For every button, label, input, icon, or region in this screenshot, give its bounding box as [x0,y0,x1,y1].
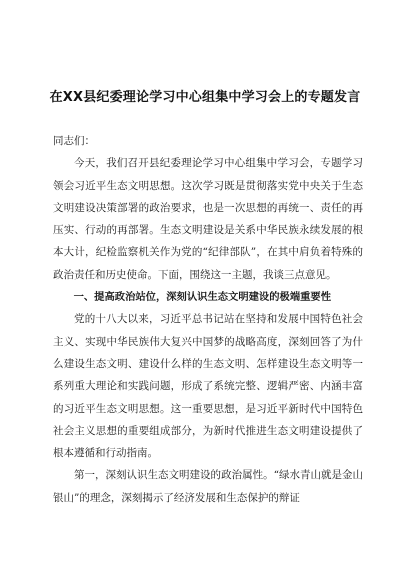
document-title: 在XX县纪委理论学习中心组集中学习会上的专题发言 [49,90,361,105]
body-paragraph: 党的十八大以来，习近平总书记站在坚持和发展中国特色社会主义、实现中华民族伟大复兴中国梦的战略高度，深刻回答了为什么建设生态文明、建设什么样的生态文明、怎样建设生态文明等一系列重大理论和实践问题，形成了系统完整、逻辑严密、内涵丰富的习近平生态文明思想。这一重要思想，是习近平新时代中国特色社会主义思想的重要组成部分，为新时代推进生态文明建设提供了根本遵循和行动指南。 [53,313,363,460]
greeting: 同志们： [53,135,95,147]
body-paragraph-first-point: 第一，深刻认识生态文明建设的政治属性。“绿水青山就是金山银山”的理念，深刻揭示了经济发展和生态保护的辩证 [53,469,363,504]
section-heading: 一、提高政治站位，深刻认识生态文明建设的极端重要性 [73,291,332,304]
intro-paragraph: 今天，我们召开县纪委理论学习中心组集中学习会，专题学习领会习近平生态文明思想。这次学习既是贯彻落实党中央关于生态文明建设决策部署的政治要求，也是一次思想的再统一、责任的再压实、行动的再部署。生态文明建设是关系中华民族永续发展的根本大计，纪检监察机关作为党的“纪律部队”，在其中肩负着特殊的政治责任和历史使命。下面，围绕这一主题，我谈三点意见。 [53,157,363,281]
document-body [53,130,363,509]
